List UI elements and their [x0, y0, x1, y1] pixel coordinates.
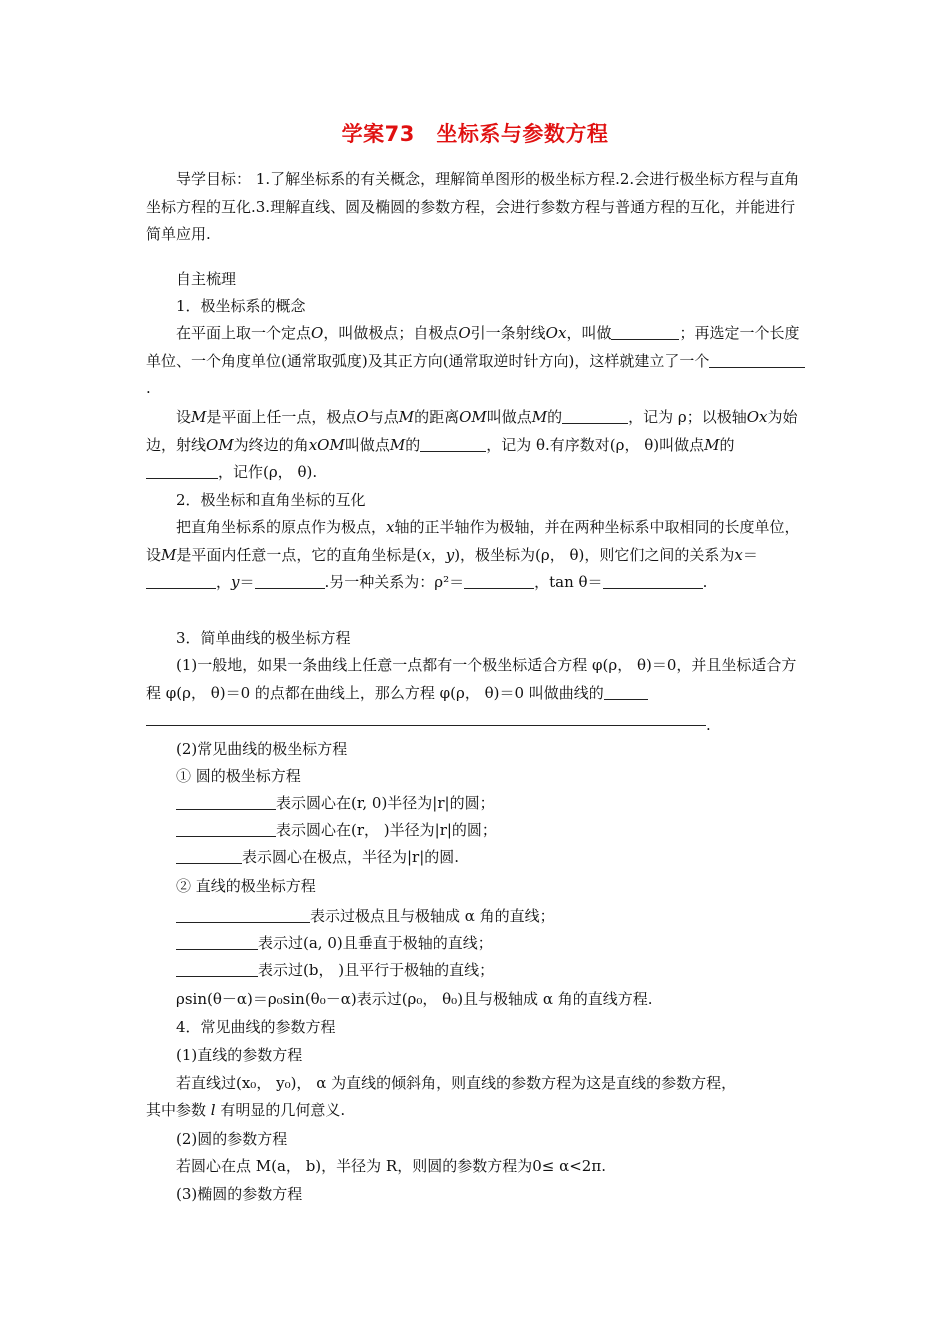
period: .: [706, 716, 711, 734]
param-line-text-cont: 其中参数 l 有明显的几何意义.: [146, 1101, 346, 1119]
param-circle-title: (2)圆的参数方程: [176, 1130, 288, 1148]
answer-blank[interactable]: [176, 849, 242, 864]
section-2-title: 2．极坐标和直角坐标的互化: [176, 491, 366, 509]
answer-blank[interactable]: [176, 795, 276, 810]
circle-item-2: 表示圆心在(r， )半径为|r|的圆；: [176, 817, 497, 844]
section-1-title: 1．极坐标系的概念: [176, 297, 306, 315]
paragraph-conversion: 把直角坐标系的原点作为极点，x轴的正半轴作为极轴，并在两种坐标系中取相同的长度单位，设M是平面内任意一点，它的直角坐标是(x，y)，极坐标为(ρ， θ)，则它们之间的关系为x＝，y＝ .另一种关系为：ρ²＝ ，tan θ＝ .: [146, 518, 800, 591]
answer-blank[interactable]: [176, 822, 276, 837]
subsection-common-curves: (2)常见曲线的极坐标方程: [176, 740, 348, 758]
param-ellipse-title: (3)椭圆的参数方程: [176, 1185, 303, 1203]
learning-goals: [146, 166, 806, 249]
section-4-title: 4．常见曲线的参数方程: [176, 1018, 336, 1036]
paragraph-curve-equation: (1)一般地，如果一条曲线上任意一点都有一个极坐标适合方程 φ(ρ， θ)＝0，并且坐标适合方程 φ(ρ， θ)＝0 的点都在曲线上，那么方程 φ(ρ， θ)＝0 叫做曲线的: [146, 656, 797, 702]
line-item-2: 表示过(a, 0)且垂直于极轴的直线；: [176, 930, 493, 957]
goal-label: 导学目标：: [176, 170, 252, 188]
section-heading-review: 自主梳理: [176, 270, 237, 288]
param-circle-text: 若圆心在点 M(a， b)，半径为 R，则圆的参数方程为0≤ α<2π.: [176, 1157, 606, 1175]
answer-blank[interactable]: [176, 962, 258, 977]
line-polar-title: ② 直线的极坐标方程: [176, 877, 316, 895]
answer-blank[interactable]: [562, 409, 628, 424]
answer-blank[interactable]: [176, 908, 310, 923]
answer-blank[interactable]: [611, 325, 679, 340]
section-3-title: 3．简单曲线的极坐标方程: [176, 629, 351, 647]
param-line-text: 若直线过(x₀， y₀)， α 为直线的倾斜角，则直线的参数方程为这是直线的参数方程，: [176, 1074, 737, 1092]
circle-item-1: 表示圆心在(r, 0)半径为|r|的圆；: [176, 790, 495, 817]
answer-blank[interactable]: [176, 935, 258, 950]
answer-blank[interactable]: [464, 574, 534, 589]
line-item-3: 表示过(b， )且平行于极轴的直线；: [176, 957, 494, 984]
goal-text: 1.了解坐标系的有关概念，理解简单图形的极坐标方程.2.会进行极坐标方程与直角坐标方程的互化.3.理解直线、圆及椭圆的参数方程，会进行参数方程与普通方程的互化，并能进行简单应用.: [146, 170, 800, 243]
paragraph-polar-coordinates: 设M是平面上任一点，极点O与点M的距离OM叫做点M的 ，记为 ρ；以极轴Ox为始边，射线OM为终边的角xOM叫做点M的 ，记为 θ.有序数对(ρ， θ)叫做点M的，记作(ρ， θ).: [146, 408, 798, 481]
paragraph-polar-definition: 在平面上取一个定点O，叫做极点；自极点O引一条射线Ox，叫做 ；再选定一个长度单位、一个角度单位(通常取弧度)及其正方向(通常取逆时针方向)，这样就建立了一个.: [146, 320, 806, 403]
answer-blank[interactable]: [255, 574, 325, 589]
line-item-4: ρsin(θ－α)＝ρ₀sin(θ₀－α)表示过(ρ₀， θ₀)且与极轴成 α 角的直线方程.: [176, 990, 653, 1008]
answer-blank[interactable]: [146, 574, 216, 589]
circle-polar-title: ① 圆的极坐标方程: [176, 767, 301, 785]
circle-item-3: 表示圆心在极点，半径为|r|的圆.: [176, 844, 459, 871]
answer-blank-long[interactable]: [146, 725, 706, 726]
answer-blank[interactable]: [146, 464, 218, 479]
answer-blank[interactable]: [603, 574, 703, 589]
answer-blank[interactable]: [420, 437, 486, 452]
answer-blank[interactable]: [604, 685, 648, 700]
param-line-title: (1)直线的参数方程: [176, 1046, 303, 1064]
answer-blank[interactable]: [709, 353, 805, 368]
line-item-1: 表示过极点且与极轴成 α 角的直线；: [176, 903, 555, 930]
page-title: 学案73 坐标系与参数方程: [341, 122, 609, 146]
